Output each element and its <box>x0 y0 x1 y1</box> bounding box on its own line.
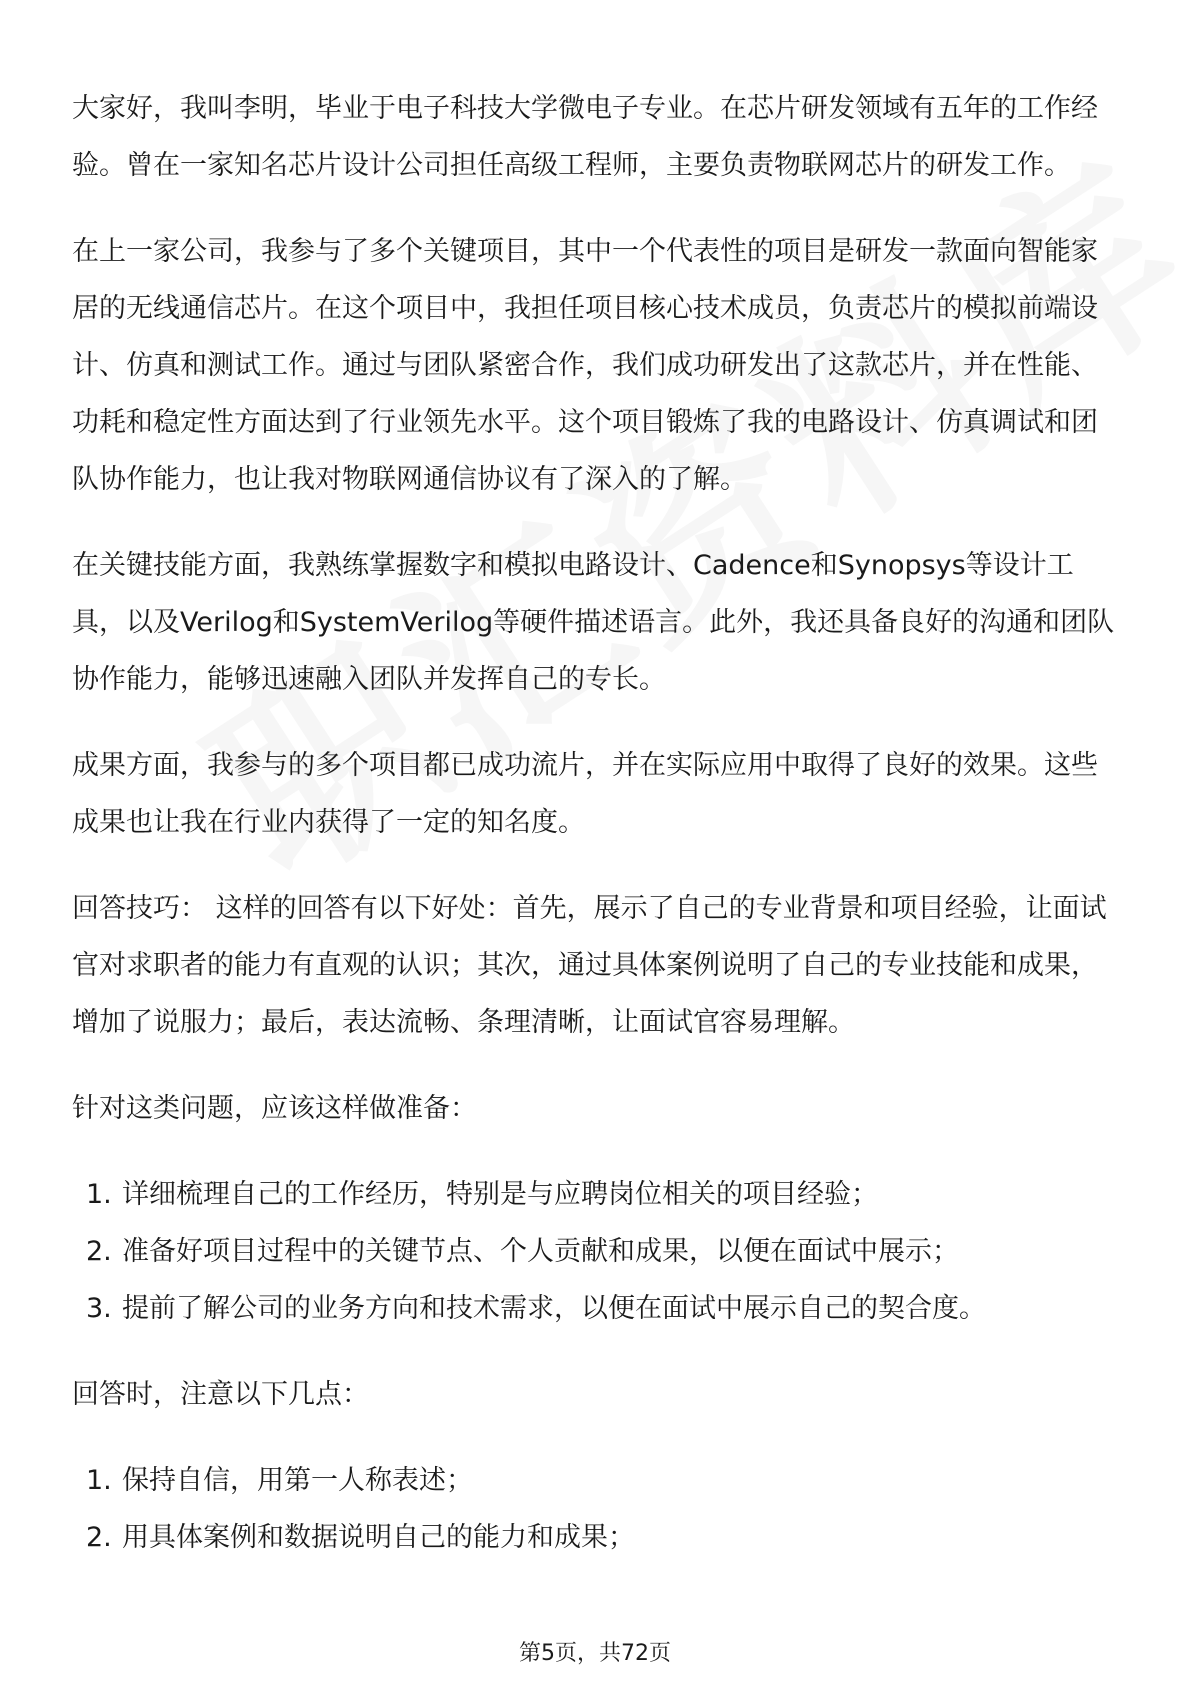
list-number: 1. <box>86 1465 112 1496</box>
list-text: 详细梳理自己的工作经历，特别是与应聘岗位相关的项目经验； <box>122 1179 878 1210</box>
list-number: 3. <box>86 1293 112 1324</box>
list-number: 1. <box>86 1179 112 1210</box>
list-item <box>72 1223 1122 1280</box>
page-footer: 第5页，共72页 <box>519 1641 671 1666</box>
paragraph-skills: 在关键技能方面，我熟练掌握数字和模拟电路设计、Cadence和Synopsys等设计工具，以及Verilog和SystemVerilog等硬件描述语言。此外，我还具备良好的沟通和团队协作能力，能够迅速融入团队并发挥自己的专长。 <box>72 550 1115 695</box>
paragraph-intro: 大家好，我叫李明，毕业于电子科技大学微电子专业。在芯片研发领域有五年的工作经验。曾在一家知名芯片设计公司担任高级工程师，主要负责物联网芯片的研发工作。 <box>72 93 1098 181</box>
paragraph-achievements: 成果方面，我参与的多个项目都已成功流片，并在实际应用中取得了良好的效果。这些成果也让我在行业内获得了一定的知名度。 <box>72 750 1098 838</box>
paragraph-answer-tips: 回答技巧： 这样的回答有以下好处：首先，展示了自己的专业背景和项目经验，让面试官对求职者的能力有直观的认识；其次，通过具体案例说明了自己的专业技能和成果，增加了说服力；最后，表达流畅、条理清晰，让面试官容易理解。 <box>72 893 1107 1038</box>
paragraph-project: 在上一家公司，我参与了多个关键项目，其中一个代表性的项目是研发一款面向智能家居的无线通信芯片。在这个项目中，我担任项目核心技术成员，负责芯片的模拟前端设计、仿真和测试工作。通过与团队紧密合作，我们成功研发出了这款芯片，并在性能、功耗和稳定性方面达到了行业领先水平。这个项目锻炼了我的电路设计、仿真调试和团队协作能力，也让我对物联网通信协议有了深入的了解。 <box>72 236 1098 495</box>
list-item <box>72 1509 1122 1566</box>
list-number: 2. <box>86 1236 112 1267</box>
list-number: 2. <box>86 1522 112 1553</box>
paragraph-notes-heading: 回答时，注意以下几点： <box>72 1379 369 1410</box>
prep-list <box>72 1166 1122 1337</box>
list-item <box>72 1280 1122 1337</box>
list-text: 保持自信，用第一人称表述； <box>122 1465 473 1496</box>
list-text: 准备好项目过程中的关键节点、个人贡献和成果，以便在面试中展示； <box>122 1236 959 1267</box>
list-item <box>72 1452 1122 1509</box>
list-text: 用具体案例和数据说明自己的能力和成果； <box>122 1522 635 1553</box>
document-body <box>72 80 1122 1595</box>
paragraph-prep-heading: 针对这类问题，应该这样做准备： <box>72 1093 477 1124</box>
list-text: 提前了解公司的业务方向和技术需求，以便在面试中展示自己的契合度。 <box>122 1293 986 1324</box>
list-item <box>72 1166 1122 1223</box>
notes-list <box>72 1452 1122 1566</box>
